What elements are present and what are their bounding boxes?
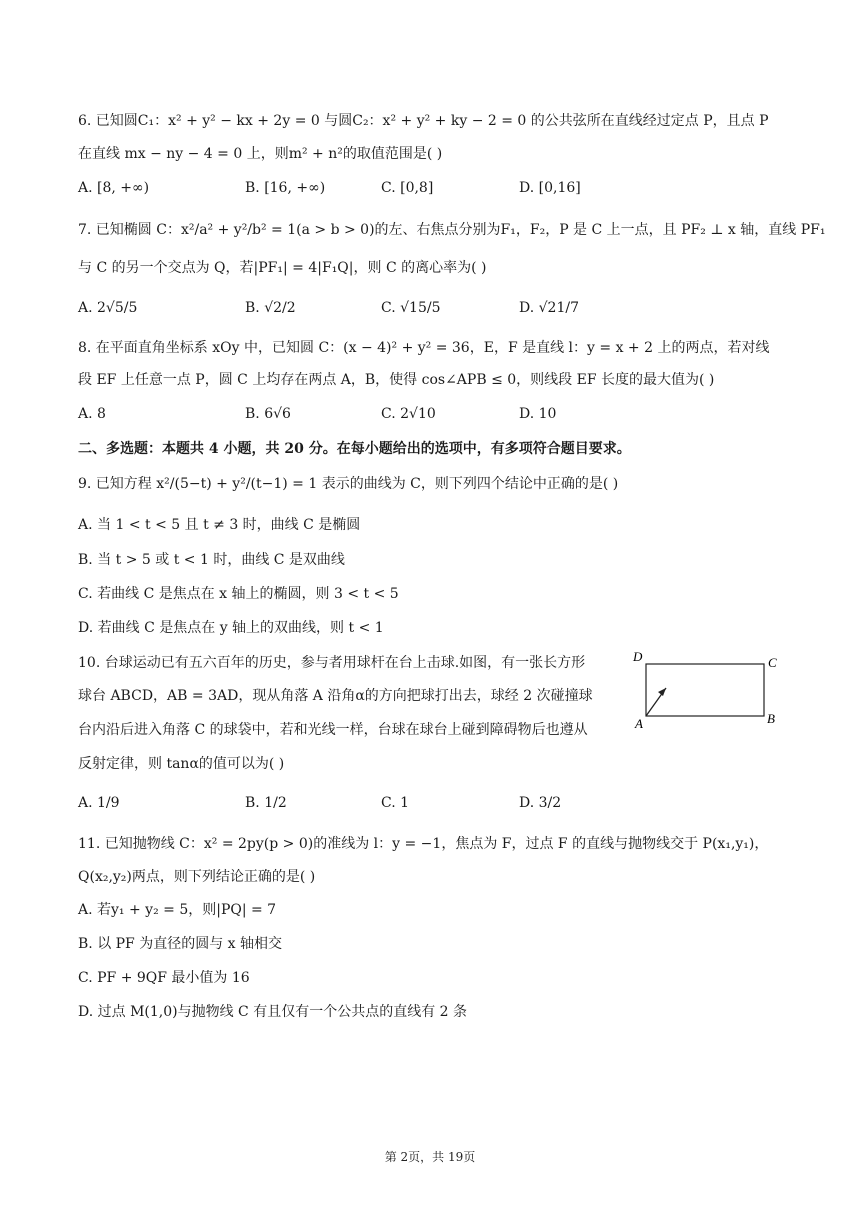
- q11-option-d: D. 过点 M(1,0)与抛物线 C 有且仅有一个公共点的直线有 2 条: [78, 1004, 468, 1020]
- q8-line1: 8. 在平面直角坐标系 xOy 中，已知圆 C：(x − 4)² + y² = 36，E，F 是直线 l：y = x + 2 上的两点，若对线: [78, 340, 770, 356]
- q10-option-b: B. 1/2: [245, 795, 287, 811]
- q11-option-a: A. 若y₁ + y₂ = 5，则|PQ| = 7: [78, 902, 277, 918]
- q6-option-b: B. [16, +∞): [245, 180, 326, 196]
- q7-line2: 与 C 的另一个交点为 Q，若|PF₁| = 4|F₁Q|，则 C 的离心率为( ): [78, 260, 487, 276]
- q6-option-d: D. [0,16]: [519, 180, 581, 196]
- q8-option-a: A. 8: [78, 406, 106, 422]
- q7-line1: 7. 已知椭圆 C：x²/a² + y²/b² = 1(a > b > 0)的左、右焦点分别为F₁，F₂，P 是 C 上一点，且 PF₂ ⊥ x 轴，直线 PF₁: [78, 222, 826, 238]
- q8-option-c: C. 2√10: [381, 406, 436, 422]
- q7-option-c: C. √15/5: [381, 300, 441, 316]
- corner-label-c: C: [768, 655, 777, 670]
- q9-option-d: D. 若曲线 C 是焦点在 y 轴上的双曲线，则 t < 1: [78, 620, 384, 636]
- q6-line2: 在直线 mx − ny − 4 = 0 上，则m² + n²的取值范围是( ): [78, 146, 443, 162]
- q9-option-a: A. 当 1 < t < 5 且 t ≠ 3 时，曲线 C 是椭圆: [78, 517, 361, 533]
- q8-option-d: D. 10: [519, 406, 557, 422]
- q9-line1: 9. 已知方程 x²/(5−t) + y²/(t−1) = 1 表示的曲线为 C，则下列四个结论中正确的是( ): [78, 476, 619, 492]
- section-multiple-choice-heading: 二、多选题：本题共 4 小题，共 20 分。在每小题给出的选项中，有多项符合题目要求。: [78, 441, 631, 457]
- q10-line1: 10. 台球运动已有五六百年的历史，参与者用球杆在台上击球.如图，有一张长方形: [78, 655, 586, 671]
- q6-line1: 6. 已知圆C₁：x² + y² − kx + 2y = 0 与圆C₂：x² + y² + ky − 2 = 0 的公共弦所在直线经过定点 P，且点 P: [78, 113, 769, 129]
- q11-line1: 11. 已知抛物线 C：x² = 2py(p > 0)的准线为 l：y = −1，焦点为 F，过点 F 的直线与抛物线交于 P(x₁,y₁)，: [78, 836, 769, 852]
- shot-arrow-head: [658, 688, 666, 696]
- q10-option-a: A. 1/9: [78, 795, 120, 811]
- q10-line3: 台内沿后进入角落 C 的球袋中，若和光线一样，台球在球台上碰到障碍物后也遵从: [78, 722, 588, 738]
- q10-option-c: C. 1: [381, 795, 410, 811]
- q10-options: [78, 791, 798, 815]
- q7-option-d: D. √21/7: [519, 300, 579, 316]
- q6-option-c: C. [0,8]: [381, 180, 434, 196]
- corner-label-a: A: [635, 716, 643, 731]
- q8-option-b: B. 6√6: [245, 406, 291, 422]
- q8-line2: 段 EF 上任意一点 P，圆 C 上均存在两点 A，B，使得 cos∠APB ≤ 0，则线段 EF 长度的最大值为( ): [78, 372, 715, 388]
- q11-option-b: B. 以 PF 为直径的圆与 x 轴相交: [78, 936, 283, 952]
- q7-options: [78, 296, 798, 320]
- q11-line2: Q(x₂,y₂)两点，则下列结论正确的是( ): [78, 869, 316, 885]
- q10-line2: 球台 ABCD，AB = 3AD，现从角落 A 沿角α的方向把球打出去，球经 2 次碰撞球: [78, 688, 593, 704]
- q6-option-a: A. [8, +∞): [78, 180, 150, 196]
- q10-line4: 反射定律，则 tanα的值可以为( ): [78, 756, 285, 772]
- q8-options: [78, 402, 798, 426]
- q11-option-c: C. PF + 9QF 最小值为 16: [78, 970, 250, 986]
- q6-options: [78, 176, 798, 200]
- corner-label-d: D: [633, 650, 643, 664]
- q7-option-a: A. 2√5/5: [78, 300, 138, 316]
- page-number-footer: 第 2页，共 19页: [384, 1150, 476, 1164]
- billiard-table-figure: [632, 650, 782, 732]
- q9-option-c: C. 若曲线 C 是焦点在 x 轴上的椭圆，则 3 < t < 5: [78, 586, 399, 602]
- corner-label-b: B: [767, 711, 775, 726]
- q7-option-b: B. √2/2: [245, 300, 296, 316]
- q9-option-b: B. 当 t > 5 或 t < 1 时，曲线 C 是双曲线: [78, 552, 345, 568]
- q10-option-d: D. 3/2: [519, 795, 562, 811]
